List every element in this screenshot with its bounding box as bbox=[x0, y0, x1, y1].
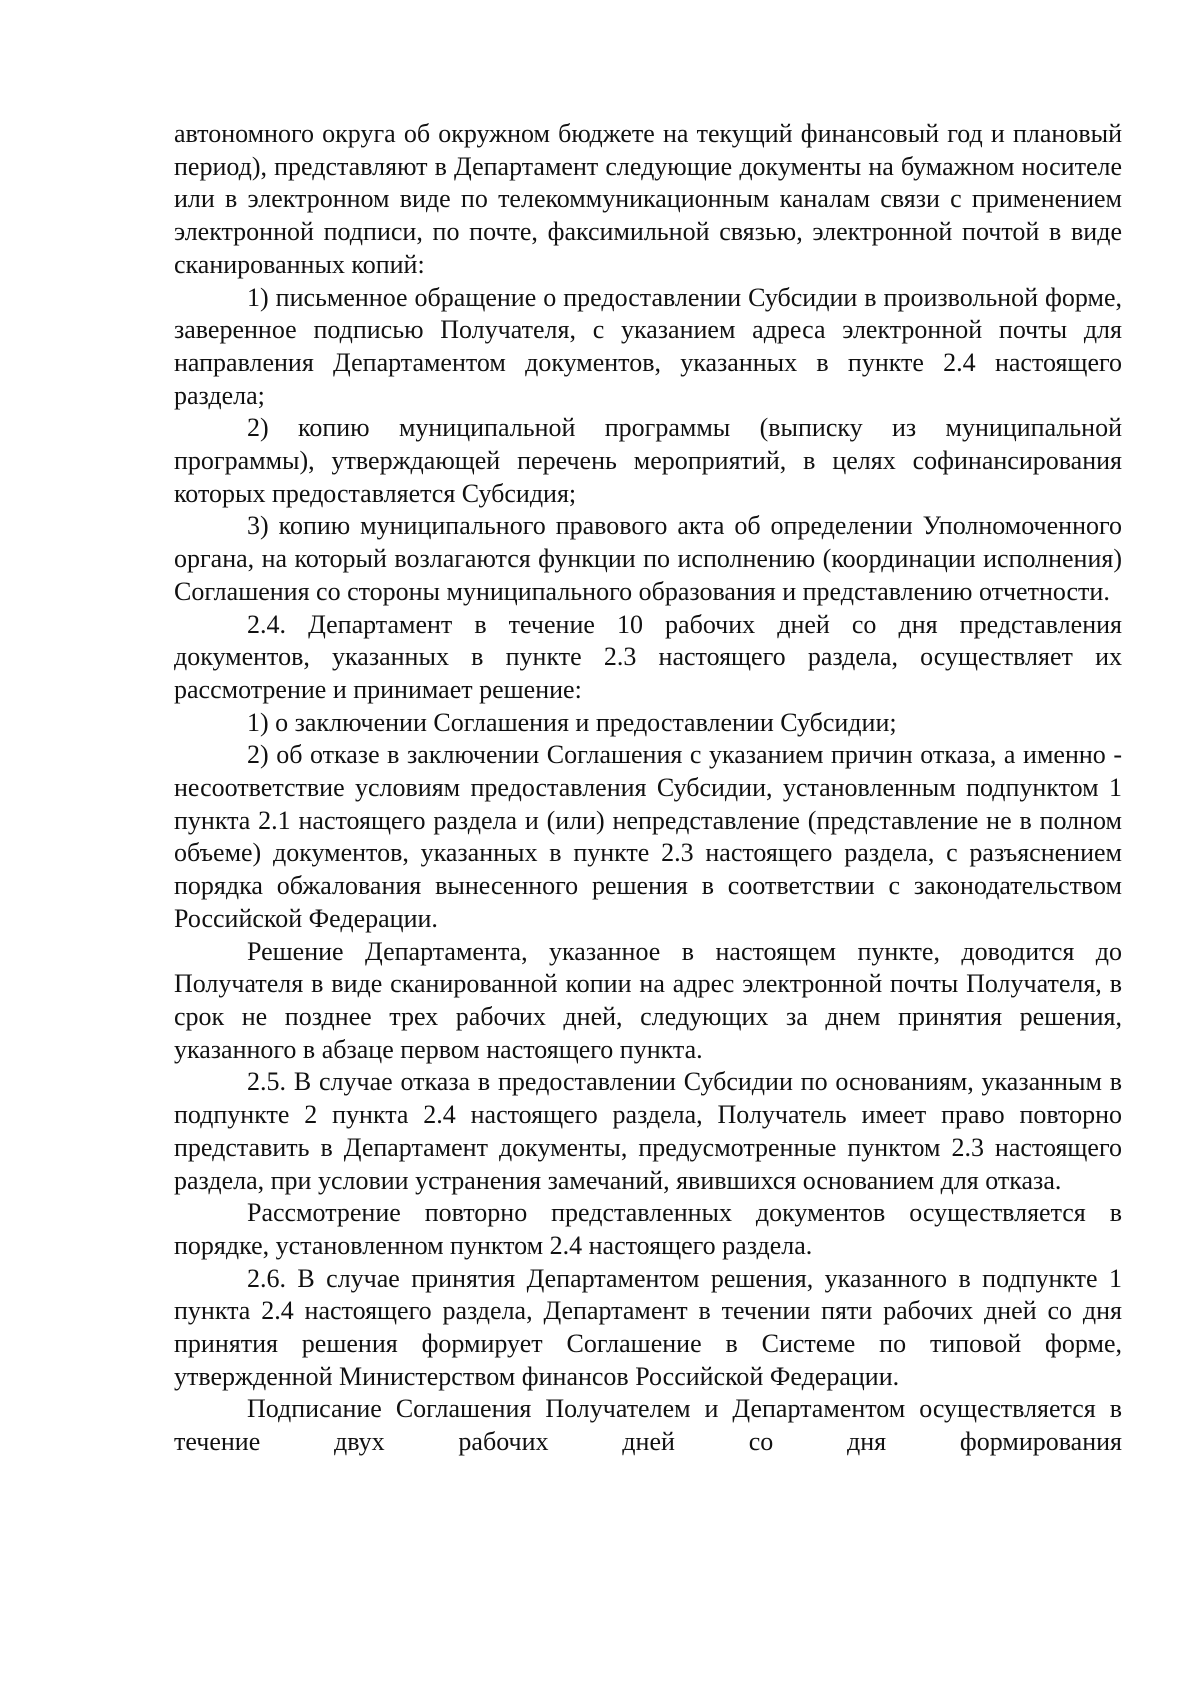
paragraph-item-1-written-request: 1) письменное обращение о предоставлении Субсидии в произвольной форме, заверенное подписью Получателя, с указанием адреса электронной почты для направления Департаментом документов, указанных в пункте 2.4 настоящего раздела; bbox=[174, 282, 1122, 410]
paragraph-2-6: 2.6. В случае принятия Департаментом решения, указанного в подпункте 1 пункта 2.4 настоящего раздела, Департамент в течении пяти рабочих дней со дня принятия решения формирует Соглашение в Системе по типовой форме, утвержденной Министерством финансов Российской Федерации. bbox=[174, 1263, 1122, 1391]
paragraph-decision-notice: Решение Департамента, указанное в настоящем пункте, доводится до Получателя в виде сканированной копии на адрес электронной почты Получателя, в срок не позднее трех рабочих дней, следующих за днем принятия решения, указанного в абзаце первом настоящего пункта. bbox=[174, 936, 1122, 1064]
paragraph-item-2-program-copy: 2) копию муниципальной программы (выписку из муниципальной программы), утверждающей перечень мероприятий, в целях софинансирования которых предоставляется Субсидия; bbox=[174, 413, 1122, 508]
paragraph-2-4-decision-2: 2) об отказе в заключении Соглашения с указанием причин отказа, а именно - несоответствие условиям предоставления Субсидии, установленным подпунктом 1 пункта 2.1 настоящего раздела и (или) непредставление (представление не в полном объеме) документов, указанных в пункте 2.3 настоящего раздела, с разъяснением порядка обжалования вынесенного решения в соответствии с законодательством Российской Федерации. bbox=[174, 740, 1122, 933]
paragraph-agreement-signing: Подписание Соглашения Получателем и Департаментом осуществляется в течение двух рабочих дней со дня формирования bbox=[174, 1394, 1122, 1457]
paragraph-2-5: 2.5. В случае отказа в предоставлении Субсидии по основаниям, указанным в подпункте 2 пункта 2.4 настоящего раздела, Получатель имеет право повторно представить в Департамент документы, предусмотренные пунктом 2.3 настоящего раздела, при условии устранения замечаний, явившихся основанием для отказа. bbox=[174, 1067, 1122, 1195]
paragraph-intro: автономного округа об окружном бюджете на текущий финансовый год и плановый период), представляют в Департамент следующие документы на бумажном носителе или в электронном виде по телекоммуникационным каналам связи с применением электронной подписи, по почте, факсимильной связью, электронной почтой в виде сканированных копий: bbox=[174, 119, 1122, 279]
document-page bbox=[174, 118, 1122, 1459]
paragraph-resubmission-review: Рассмотрение повторно представленных документов осуществляется в порядке, установленном пунктом 2.4 настоящего раздела. bbox=[174, 1198, 1122, 1260]
paragraph-2-4-decision-1: 1) о заключении Соглашения и предоставлении Субсидии; bbox=[247, 707, 897, 737]
paragraph-2-4: 2.4. Департамент в течение 10 рабочих дней со дня представления документов, указанных в пункте 2.3 настоящего раздела, осуществляет их рассмотрение и принимает решение: bbox=[174, 609, 1122, 704]
paragraph-item-3-legal-act-copy: 3) копию муниципального правового акта об определении Уполномоченного органа, на который возлагаются функции по исполнению (координации исполнения) Соглашения со стороны муниципального образования и представлению отчетности. bbox=[174, 511, 1122, 606]
